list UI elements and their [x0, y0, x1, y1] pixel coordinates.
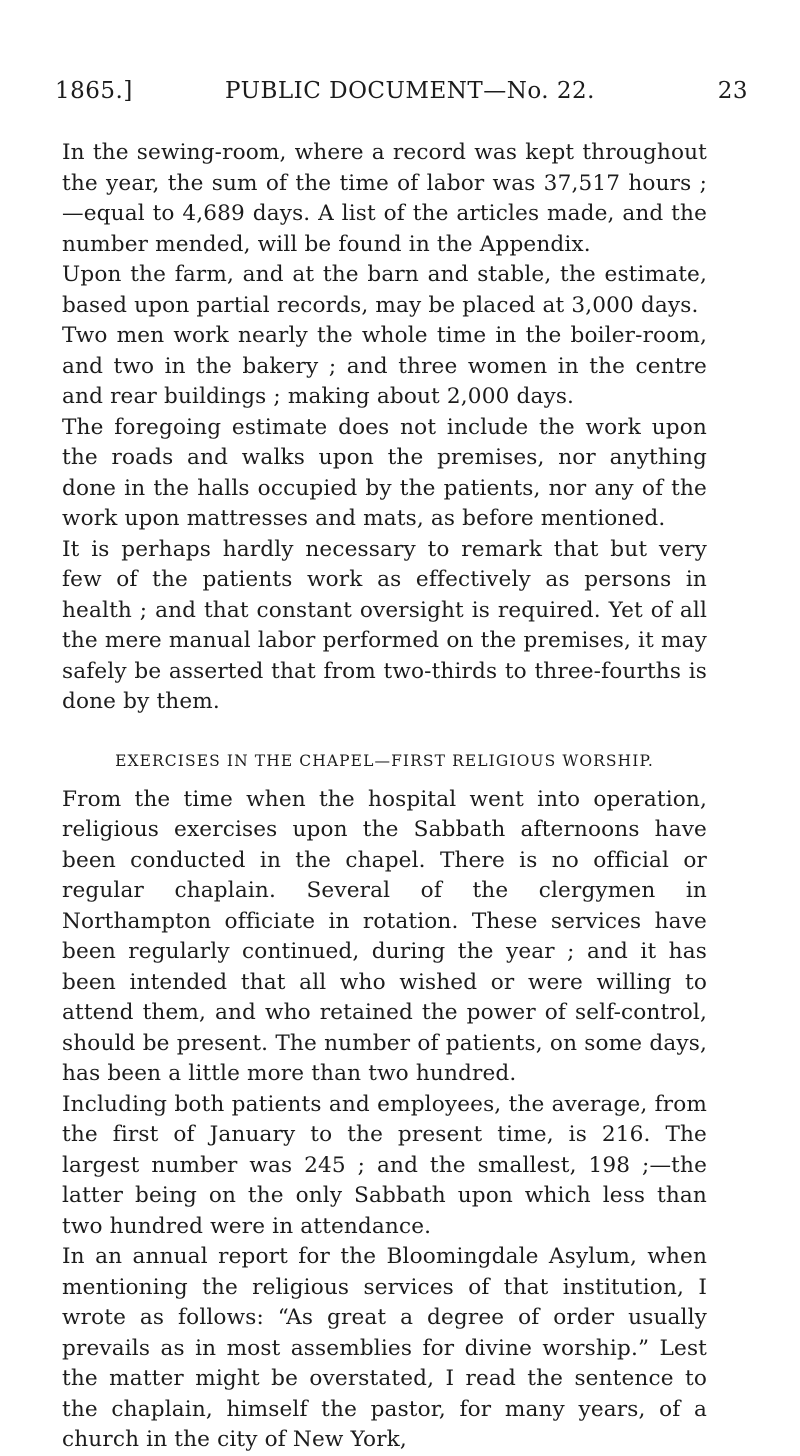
- paragraph-oversight: It is perhaps hardly necessary to remark that but very few of the patients work as effectively as persons in health ; and that constant oversight is required. Yet of all the mere manual labor performed on the premises, it may safely be asserted that from two-thirds to three-fourths is done by them.: [62, 536, 707, 714]
- paragraph-farm: Upon the farm, and at the barn and stable, the estimate, based upon partial records, may be placed at 3,000 days.: [62, 262, 707, 318]
- header-year: 1865.]: [55, 78, 133, 104]
- body-text: [62, 138, 707, 1456]
- paragraph-sewing-room: In the sewing-room, where a record was kept throughout the year, the sum of the time of labor was 37,517 hours ;—equal to 4,689 days. A list of the articles made, and the number mended, will be found in the Appendix.: [62, 140, 707, 257]
- paragraph-bloomingdale: In an annual report for the Bloomingdale Asylum, when mentioning the religious services of that institution, I wrote as follows: “As great a degree of order usually prevails as in most assemblies for divine worship.” Lest the matter might be overstated, I read the sentence to the chaplain, himself the pastor, for many years, of a church in the city of New York,: [62, 1244, 707, 1452]
- paragraph-attendance: Including both patients and employees, the average, from the first of January to the present time, is 216. The largest number was 245 ; and the smallest, 198 ;—the latter being on the only Sabbath upon which less than two hundred were in attendance.: [62, 1091, 707, 1239]
- paragraph-boiler-room: Two men work nearly the whole time in the boiler-room, and two in the bakery ; and three women in the centre and rear buildings ; making about 2,000 days.: [62, 323, 707, 409]
- page-number: 23: [717, 78, 748, 104]
- running-header: [55, 78, 748, 114]
- paragraph-chapel-exercises: From the time when the hospital went into operation, religious exercises upon the Sabbath afternoons have been conducted in the chapel. There is no official or regular chaplain. Several of the clergymen in Northampton officiate in rotation. These services have been regularly continued, during the year ; and it has been intended that all who wished or were willing to attend them, and who retained the power of self-control, should be present. The number of patients, on some days, has been a little more than two hundred.: [62, 786, 707, 1086]
- paragraph-estimate: The foregoing estimate does not include the work upon the roads and walks upon the premises, nor anything done in the halls occupied by the patients, nor any of the work upon mattresses and mats, as before mentioned.: [62, 414, 707, 531]
- section-heading: EXERCISES IN THE CHAPEL—FIRST RELIGIOUS WORSHIP.: [115, 751, 654, 770]
- header-title: PUBLIC DOCUMENT—No. 22.: [225, 78, 595, 104]
